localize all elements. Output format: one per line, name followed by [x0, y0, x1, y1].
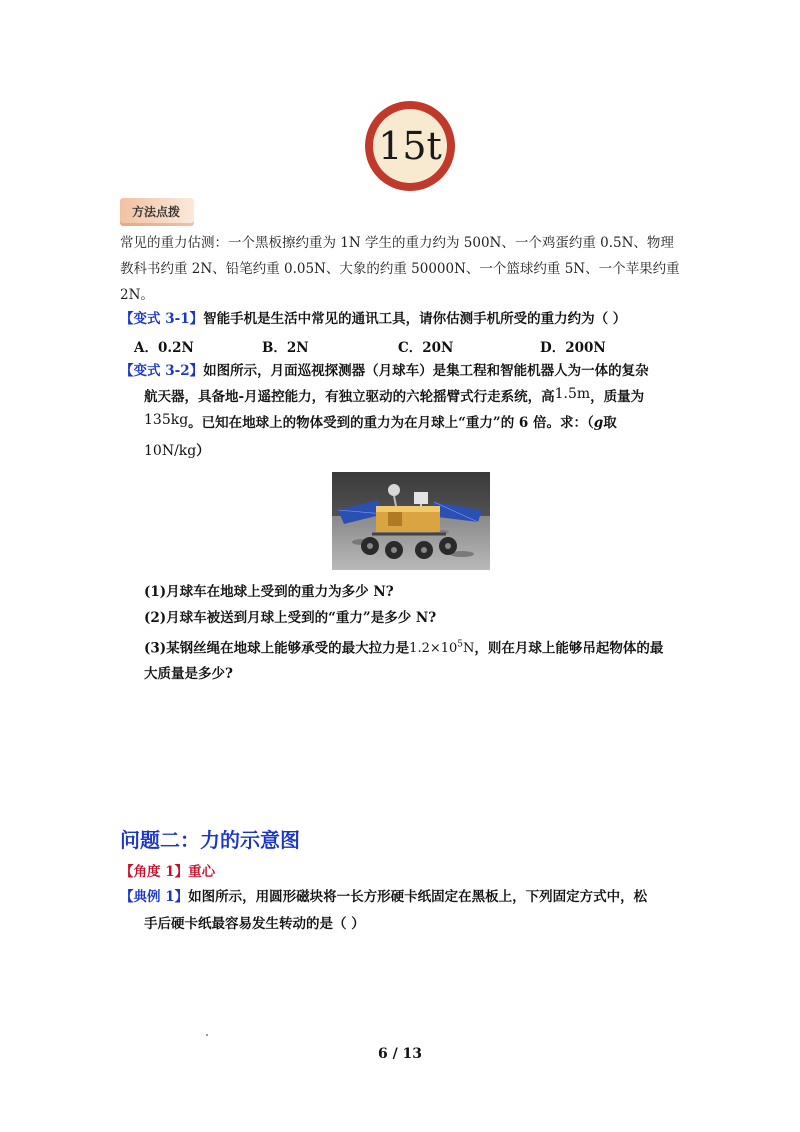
lunar-rover-image: [332, 472, 490, 570]
logo-15t: [362, 98, 458, 194]
method-tip-line-1: 常见的重力估测：一个黑板擦约重为 1N 学生的重力约为 500N、一个鸡蛋约重 0.5N、物理: [120, 235, 674, 251]
variant-3-2-line-4: 10N/kg）: [144, 443, 210, 459]
g-value: 10N/kg: [144, 443, 197, 459]
subquestion-2: (2)月球车被送到月球上受到的“重力”是多少 N?: [144, 610, 437, 626]
option-d: D．200N: [540, 340, 606, 356]
example-1-line-2: 手后硬卡纸最容易发生转动的是（ ）: [144, 916, 365, 932]
example-tag: 【典例 1】: [120, 889, 189, 905]
option-c: C．20N: [398, 340, 454, 356]
stray-dot: [206, 1034, 208, 1036]
option-b: B．2N: [262, 340, 309, 356]
height-value: 1.5m: [554, 386, 591, 402]
variant-3-2-line-3: 135kg。已知在地球上的物体受到的重力为在月球上“重力”的 6 倍。求：（g取: [144, 412, 617, 431]
section-title: 问题二：力的示意图: [120, 828, 300, 852]
max-force-value: $1.2\times 10^5N$: [409, 640, 475, 657]
method-tip-line-3: 2N。: [120, 287, 154, 303]
method-tip-line-2: 教科书约重 2N、铅笔约重 0.05N、大象的约重 50000N、一个篮球约重 5N、一个苹果约重: [120, 261, 680, 277]
subquestion-3-line-1: (3)某钢丝绳在地球上能够承受的最大拉力是$1.2\times 10^5N$，则在月球上能够吊起物体的最: [144, 640, 664, 657]
method-tip-tag: 方法点拨: [120, 198, 194, 226]
variant-3-2-line-2: 航天器，具备地-月遥控能力，有独立驱动的六轮摇臂式行走系统，高1.5m，质量为: [144, 386, 645, 405]
option-a: A．0.2N: [134, 340, 194, 356]
variant-3-2-tag: 【变式 3-2】: [120, 363, 204, 379]
page-number: 6 / 13: [377, 1046, 423, 1062]
angle-tag: 【角度 1】: [120, 864, 189, 880]
angle-label: 重心: [188, 864, 216, 880]
example-1-line-1: 【典例 1】如图所示，用圆形磁块将一长方形硬卡纸固定在黑板上，下列固定方式中，松: [120, 889, 648, 905]
variant-3-1-question: [120, 308, 626, 330]
mass-value: 135kg: [144, 412, 189, 428]
angle-1: [120, 860, 215, 880]
subquestion-3-line-2: 大质量是多少?: [144, 666, 233, 682]
logo-text: 15t: [378, 124, 442, 168]
variant-3-1-text: 智能手机是生活中常见的通讯工具，请你估测手机所受的重力约为（ ）: [203, 311, 627, 327]
variant-3-2-line-1: 【变式 3-2】如图所示，月面巡视探测器（月球车）是集工程和智能机器人为一体的复杂: [120, 363, 649, 379]
variant-3-1-tag: 【变式 3-1】: [120, 311, 204, 327]
subquestion-1: (1)月球车在地球上受到的重力为多少 N?: [144, 584, 394, 600]
